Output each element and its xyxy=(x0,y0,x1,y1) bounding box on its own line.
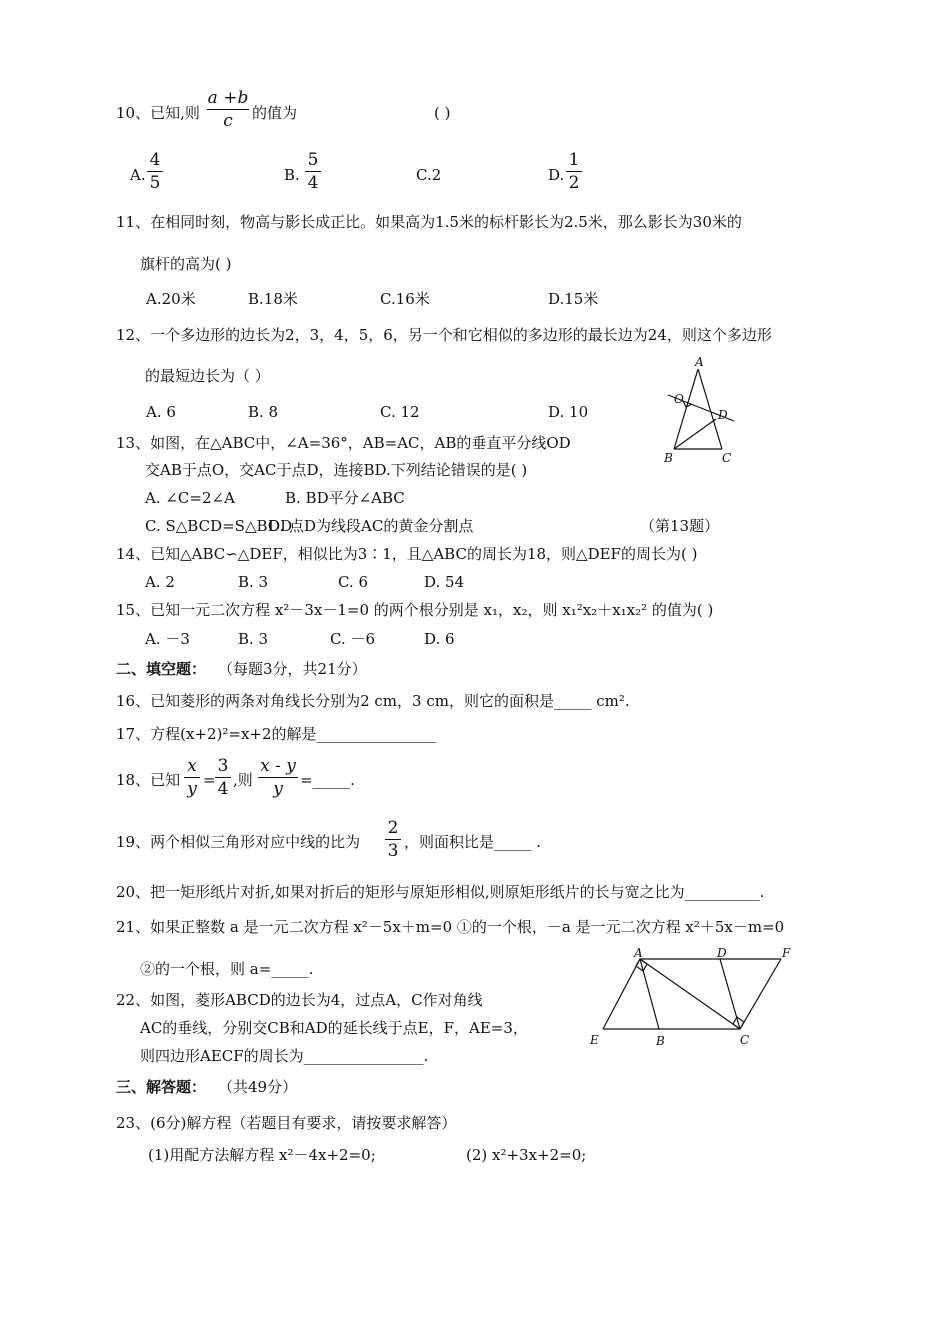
q15-option-a: A. －3 xyxy=(145,630,190,648)
q19-fraction xyxy=(385,818,401,861)
q10-option-d-den: 2 xyxy=(568,173,580,193)
q10-stem-suffix: 的值为 xyxy=(252,104,298,122)
q10-option-b-label: B. xyxy=(284,166,300,184)
q13-option-c: C. S△BCD=S△BOD xyxy=(145,517,293,535)
q18-f3-num: x - y xyxy=(260,756,296,776)
q17-text: 17、方程(x+2)²=x+2的解是________________ xyxy=(116,725,437,743)
q12-option-a: A. 6 xyxy=(146,403,176,421)
q10-fraction xyxy=(207,88,249,131)
q10-option-a-label: A. xyxy=(130,166,146,184)
q21-line2: ②的一个根，则 a=_____. xyxy=(140,960,314,978)
q18-fraction-34 xyxy=(215,756,231,799)
q10-option-b-den: 4 xyxy=(307,173,319,193)
q12-option-d: D. 10 xyxy=(548,403,589,421)
q19-prefix: 19、两个相似三角形对应中线的比为 xyxy=(116,833,361,851)
q18-f1-den: y xyxy=(187,779,197,799)
q10-option-d-fraction xyxy=(566,150,582,193)
q13-figure-caption: （第13题） xyxy=(640,517,720,535)
q22-line3: 则四边形AECF的周长为________________. xyxy=(140,1047,429,1065)
q14-line1: 14、已知△ABC∽△DEF，相似比为3∶1，且△ABC的周长为18，则△DEF的周长为( ) xyxy=(116,545,698,563)
q10-option-d-num: 1 xyxy=(568,150,580,170)
q22-label-d: D xyxy=(717,947,727,960)
q10-option-a-den: 5 xyxy=(149,173,161,193)
q10-option-a-fraction xyxy=(147,150,163,193)
q22-rhombus-figure xyxy=(584,947,796,1055)
q10-stem-prefix: 10、已知,则 xyxy=(116,104,200,122)
q22-label-a: A xyxy=(634,947,643,960)
q23-part2: (2) x²+3x+2=0; xyxy=(466,1146,587,1164)
q18-prefix: 18、已知 xyxy=(116,771,181,789)
q10-frac-den: c xyxy=(223,111,233,131)
q19-suffix: ，则面积比是_____ . xyxy=(404,833,542,851)
q21-line1: 21、如果正整数 a 是一元二次方程 x²－5x＋m=0 ①的一个根，－a 是一元二次方程 x²＋5x－m=0 xyxy=(116,918,785,936)
q14-option-b: B. 3 xyxy=(238,573,269,591)
q22-segment-ae xyxy=(603,959,640,1029)
q18-equals: = xyxy=(203,771,216,789)
q18-f2-den: 4 xyxy=(217,779,229,799)
q22-label-c: C xyxy=(740,1033,750,1047)
q18-f1-num: x xyxy=(187,756,197,776)
q22-side-dc xyxy=(720,959,740,1029)
q13-triangle-figure xyxy=(660,355,744,467)
q10-option-b-fraction xyxy=(305,150,321,193)
q11-option-d: D.15米 xyxy=(548,290,599,308)
q11-line2: 旗杆的高为( ) xyxy=(140,255,232,273)
q18-fraction-xy xyxy=(184,756,200,799)
q18-fraction-xminusy xyxy=(258,756,298,799)
q22-side-ab xyxy=(640,959,659,1029)
section2-note: （每题3分，共21分） xyxy=(218,660,367,678)
q14-option-d: D. 54 xyxy=(424,573,465,591)
q13-option-b: B. BD平分∠ABC xyxy=(285,489,405,507)
q15-option-d: D. 6 xyxy=(424,630,455,648)
q11-line1: 11、在相同时刻，物高与影长成正比。如果高为1.5米的标杆影长为2.5米，那么影长为30米的 xyxy=(116,213,742,231)
q13-line2: 交AB于点O，交AC于点D，连接BD.下列结论错误的是( ) xyxy=(145,461,528,479)
q22-label-e: E xyxy=(590,1033,599,1047)
q22-diagonal-ac xyxy=(640,959,740,1029)
q18-mid: ,则 xyxy=(233,771,253,789)
q19-f-den: 3 xyxy=(387,841,399,861)
q15-option-c: C. －6 xyxy=(330,630,376,648)
q11-option-b: B.18米 xyxy=(248,290,298,308)
q22-line2: AC的垂线，分别交CB和AD的延长线于点E，F，AE=3， xyxy=(140,1019,528,1037)
q18-f3-den: y xyxy=(273,779,283,799)
q13-segment-bd xyxy=(674,419,716,449)
q10-option-d-label: D. xyxy=(548,166,565,184)
q10-option-a-num: 4 xyxy=(149,150,161,170)
q10-option-c: C.2 xyxy=(416,166,442,184)
q10-answer-paren: ( ) xyxy=(434,104,451,122)
q13-option-a: A. ∠C=2∠A xyxy=(145,489,235,507)
q19-f-num: 2 xyxy=(387,818,399,838)
q13-label-b: B xyxy=(664,451,673,465)
q14-option-a: A. 2 xyxy=(145,573,175,591)
q13-label-a: A xyxy=(695,355,704,369)
q18-suffix: =_____. xyxy=(300,771,355,789)
q22-label-f: F xyxy=(782,947,791,960)
q23-line1: 23、(6分)解方程（若题目有要求，请按要求解答） xyxy=(116,1114,457,1132)
q10-option-b-num: 5 xyxy=(307,150,319,170)
q22-label-b: B xyxy=(656,1034,665,1048)
q11-option-a: A.20米 xyxy=(146,290,196,308)
q14-option-c: C. 6 xyxy=(338,573,369,591)
q12-line2: 的最短边长为（ ） xyxy=(145,367,270,385)
q22-line1: 22、如图，菱形ABCD的边长为4，过点A，C作对角线 xyxy=(116,991,483,1009)
q15-line1: 15、已知一元二次方程 x²－3x－1=0 的两个根分别是 x₁，x₂，则 x₁²x₂＋x₁x₂² 的值为( ) xyxy=(116,601,714,619)
q13-label-c: C xyxy=(722,451,732,465)
q20-text: 20、把一矩形纸片对折,如果对折后的矩形与原矩形相似,则原矩形纸片的长与宽之比为__________. xyxy=(116,883,765,901)
q13-side-ab xyxy=(674,369,698,449)
q18-f2-num: 3 xyxy=(217,756,229,776)
q15-option-b: B. 3 xyxy=(238,630,269,648)
q12-line1: 12、一个多边形的边长为2，3，4，5，6，另一个和它相似的多边形的最长边为24，则这个多边形 xyxy=(116,326,772,344)
q13-option-d: D. 点D为线段AC的黄金分割点 xyxy=(268,517,474,535)
q13-line1: 13、如图，在△ABC中，∠A=36°，AB=AC，AB的垂直平分线OD xyxy=(116,434,571,452)
q10-frac-num: a +b xyxy=(207,88,249,108)
q16-text: 16、已知菱形的两条对角线长分别为2 cm，3 cm，则它的面积是_____ cm². xyxy=(116,692,630,710)
q11-option-c: C.16米 xyxy=(380,290,430,308)
section3-note: （共49分） xyxy=(218,1078,298,1096)
q23-part1: (1)用配方法解方程 x²－4x+2=0; xyxy=(148,1146,376,1164)
q22-segment-fc xyxy=(740,959,781,1029)
section2-title: 二、填空题： xyxy=(116,660,207,678)
q12-option-b: B. 8 xyxy=(248,403,279,421)
section3-title: 三、解答题： xyxy=(116,1078,207,1096)
q13-label-d: D xyxy=(718,408,728,422)
q13-label-o: O xyxy=(674,392,684,406)
q12-option-c: C. 12 xyxy=(380,403,420,421)
